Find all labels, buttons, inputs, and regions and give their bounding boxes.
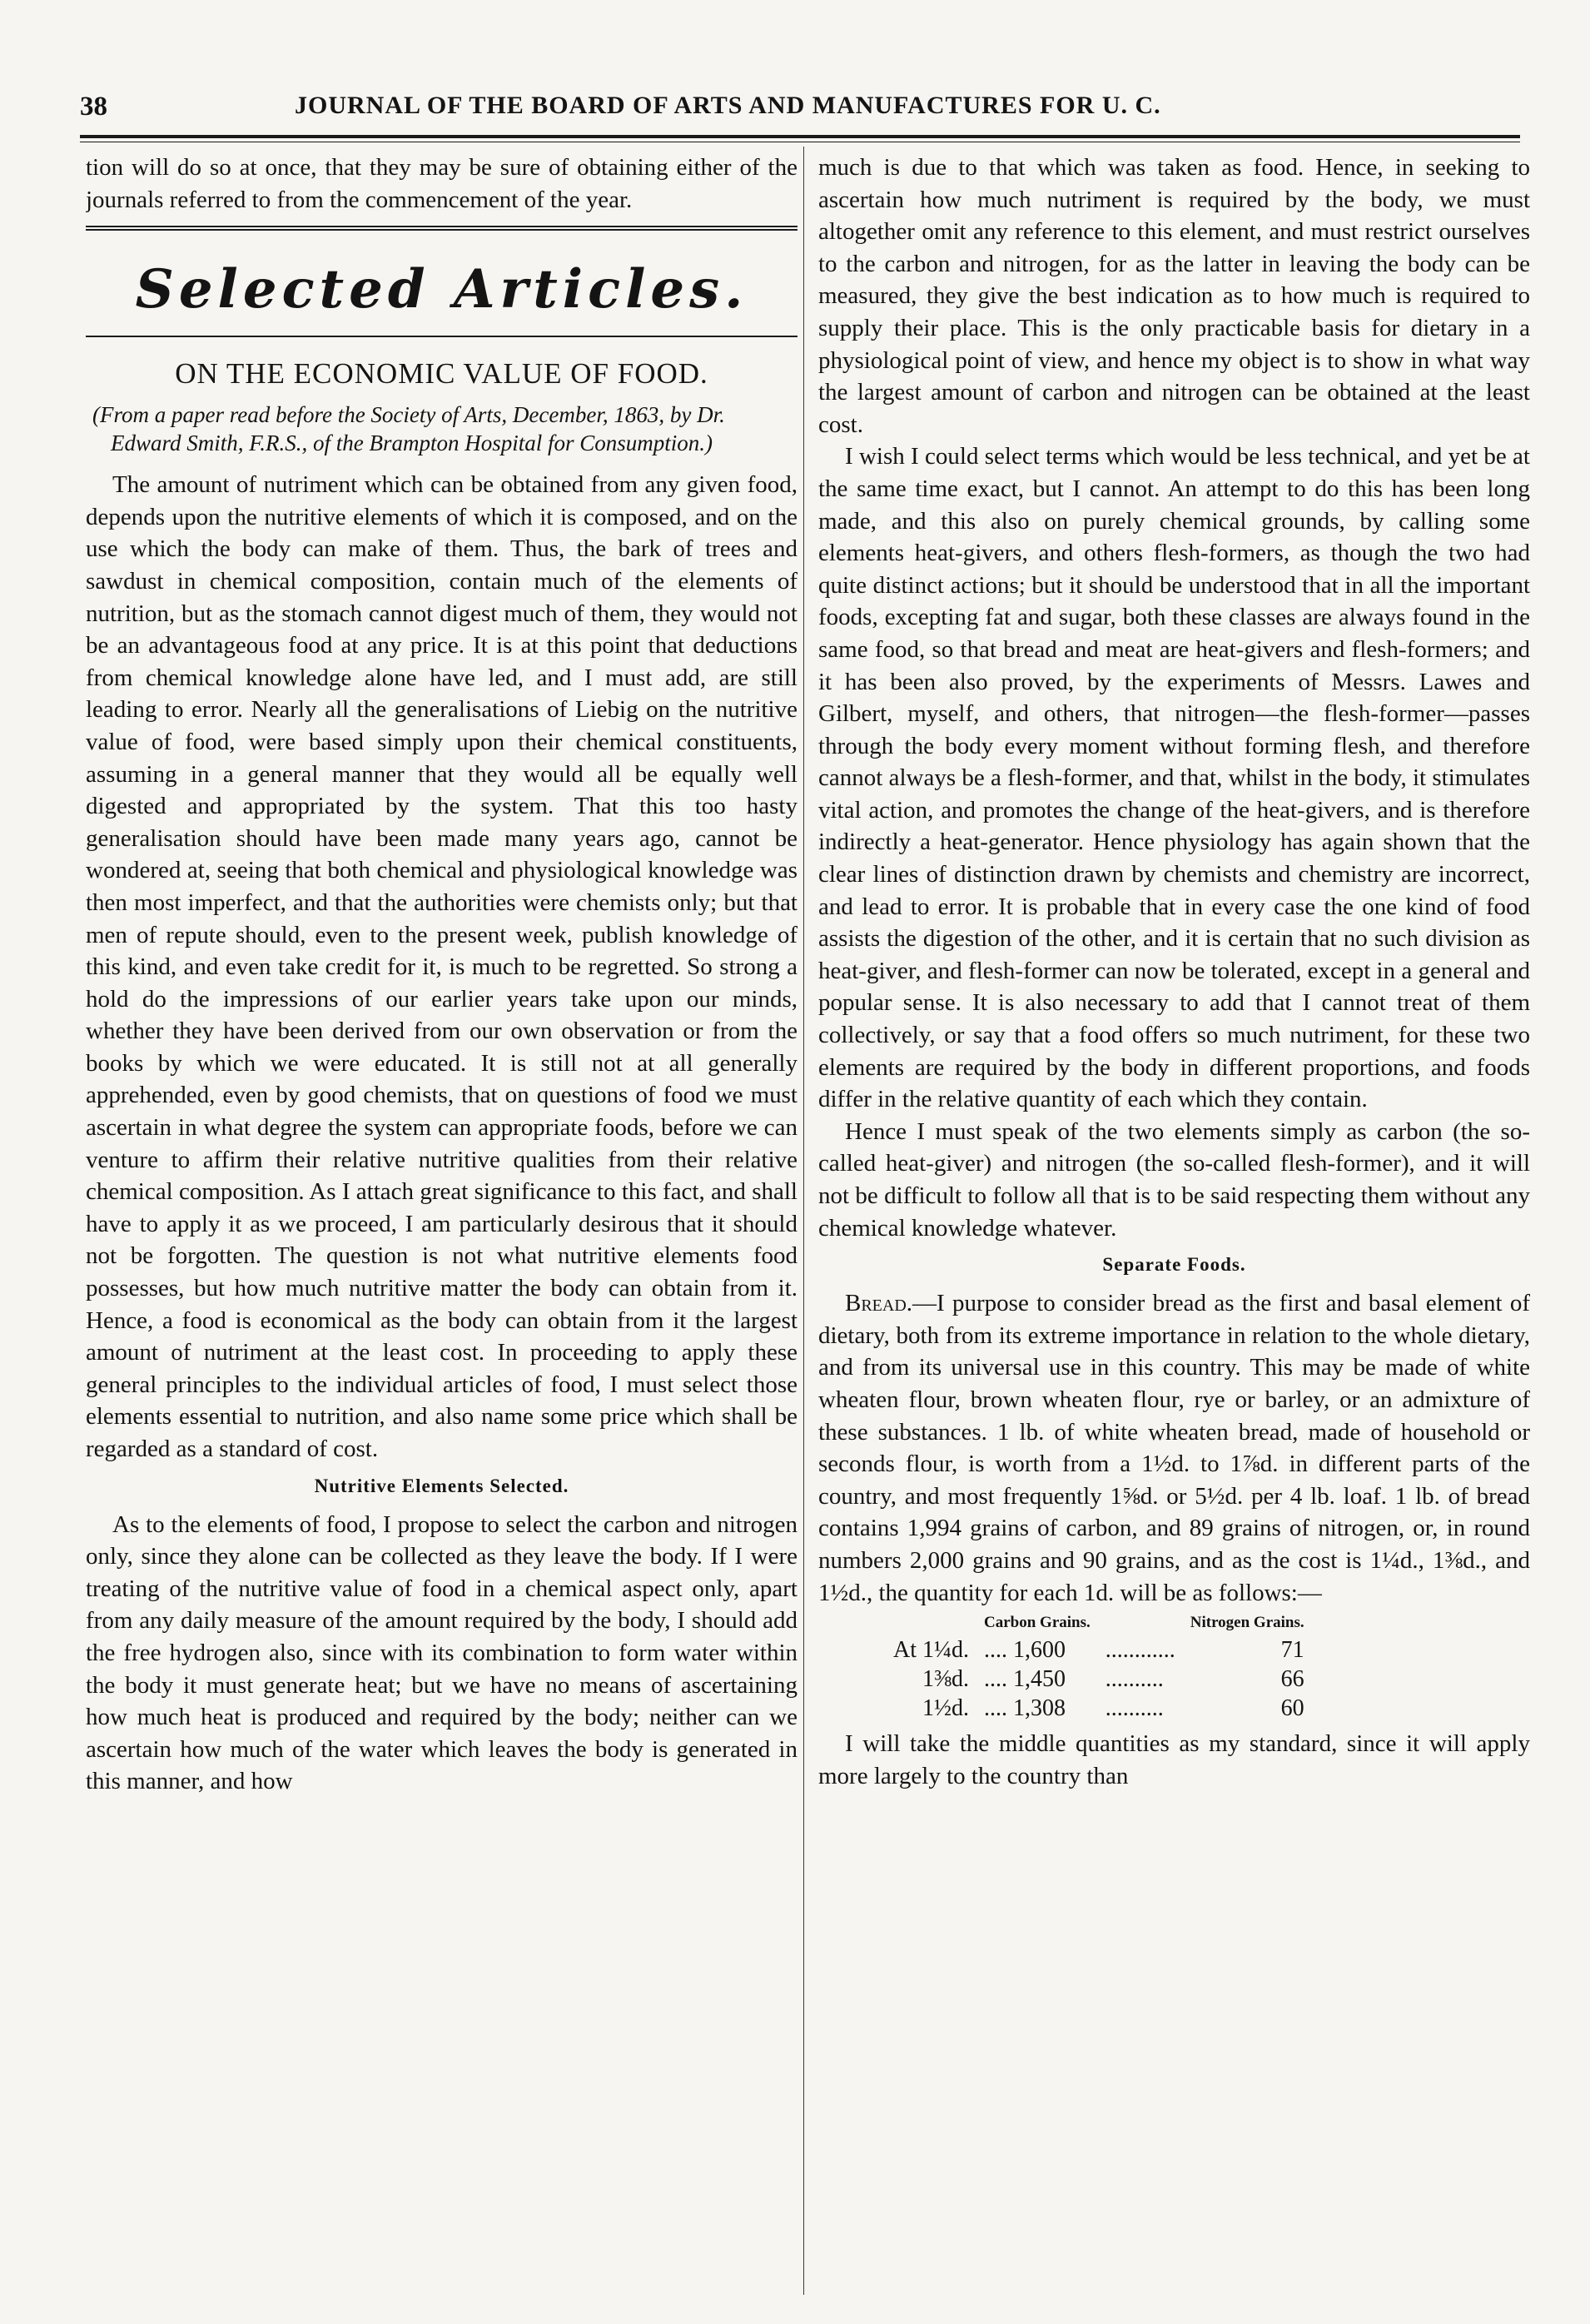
- right-column: [818, 147, 1530, 2303]
- table-cell-dots: ............: [1105, 1637, 1175, 1664]
- subheading: Nutritive Elements Selected.: [314, 1475, 569, 1496]
- table-cell-label: At 1¼d.: [893, 1637, 969, 1664]
- table-cell-label: 1½d.: [922, 1695, 969, 1722]
- table-row: [893, 1665, 1319, 1694]
- page-number: 38: [80, 92, 107, 122]
- table-cell-label: 1⅜d.: [922, 1666, 969, 1693]
- left-column: [86, 147, 797, 2303]
- section-title: Selected Articles.: [135, 258, 748, 321]
- table-cell-carbon: .... 1,308: [984, 1695, 1066, 1722]
- paragraph: I wish I could select terms which would be less technical, and yet be at the same time exact, but I cannot. An attempt to do this has been long made, and this also on purely chemical grounds, by calling some elements heat-givers, and others flesh-formers, as though the two had quite distinct actions; but it should be understood that in all the important foods, excepting fat and sugar, both these classes are always found in the same food, so that bread and meat are heat-givers and flesh-formers; and it has been also proved, by the experiments of Messrs. Lawes and Gilbert, myself, and others, that nitrogen—the flesh-former—passes through the body every moment without forming flesh, and therefore cannot always be a flesh-former, and that, whilst in the body, it stimulates vital action, and promotes the change of the heat-givers, and is therefore indirectly a heat-generator. Hence physiology has again shown that the clear lines of distinction drawn by chemists and chemistry are incorrect, and lead to error. It is probable that in every case the one kind of food assists the digestion of the other, and it is certain that no such division as heat-giver, and flesh-former can now be tolerated, except in a general and popular sense. It is also necessary to add that I cannot treat of them collectively, or say that a food offers so much nutriment, for these two elements are required by the body in different proportions, and foods differ in the relative quantity of each which they contain.: [818, 443, 1530, 1113]
- table-row: [893, 1694, 1319, 1723]
- table-cell-carbon: .... 1,450: [984, 1666, 1066, 1693]
- table-header-carbon: Carbon Grains.: [984, 1614, 1091, 1632]
- article-attribution: (From a paper read before the Society of Arts, December, 1863, by Dr. Edward Smith, F.R.S., of the Brampton Hospital for Consumption.): [92, 402, 725, 456]
- table-cell-dots: ..........: [1105, 1695, 1164, 1722]
- section-title-rule: [86, 336, 797, 337]
- bread-table: [893, 1614, 1319, 1723]
- paragraph: The amount of nutriment which can be obtained from any given food, depends upon the nutritive elements of which it is composed, and on the use which the body can make of them. Thus, the bark of trees and sawdust in chemical composition, contain much of the elements of nutrition, but as the stomach cannot digest much of them, they would not be an advantageous food at any price. It is at this point that deductions from chemical knowledge alone have led, and I must add, are still leading to error. Nearly all the generalisations of Liebig on the nutritive value of food, were based simply upon their chemical constituents, assuming in a general manner that they would all be equally well digested and appropriated by the system. That this too hasty generalisation should have been made many years ago, cannot be wondered at, seeing that both chemical and physiological knowledge was then most imperfect, and that the authorities were chemists only; but that men of repute should, even to the present week, publish knowledge of this kind, and even take credit for it, is much to be regretted. So strong a hold do the impressions of our earlier years take upon our minds, whether they have been derived from our own observation or from the books by which we were educated. It is still not at all generally apprehended, even by good chemists, that on questions of food we must ascertain in what degree the system can appropriate foods, before we can venture to affirm their relative nutritive qualities from their relative chemical composition. As I attach great significance to this fact, and shall have to apply it as we proceed, I am particularly desirous that it should not be forgotten. The question is not what nutritive elements food possesses, but how much nutritive matter the body can obtain from it. Hence, a food is economical as the body can obtain from it the largest amount of nutriment at the least cost. In proceeding to apply these general principles to the individual articles of food, I must select those elements essential to nutrition, and also name some price which shall be regarded as a standard of cost.: [86, 471, 797, 1462]
- section-rule: [86, 226, 797, 236]
- table-cell-nitrogen: 71: [1280, 1637, 1304, 1664]
- running-title: JOURNAL OF THE BOARD OF ARTS AND MANUFACTURES FOR U. C.: [295, 92, 1161, 119]
- paragraph: Hence I must speak of the two elements simply as carbon (the so-called heat-giver) and nitrogen (the so-called flesh-former), and it will not be difficult to follow all that is to be said respecting them without any chemical knowledge whatever.: [818, 1117, 1530, 1242]
- intro-paragraph: tion will do so at once, that they may be sure of obtaining either of the journals referred to from the commencement of the year.: [86, 154, 797, 213]
- bread-paragraph-text: —I purpose to consider bread as the first and basal element of dietary, both from its extreme importance in relation to the whole dietary, and from its universal use in this country. This may be made of white wheaten flour, brown wheaten flour, rye or barley, or an admixture of these substances. 1 lb. of white wheaten bread, made of household or seconds flour, is worth from a 1½d. to 1⅞d. in different parts of the country, and most frequently 1⅝d. or 5½d. per 4 lb. loaf. 1 lb. of bread contains 1,994 grains of carbon, and 89 grains of nitrogen, or, in round numbers 2,000 grains and 90 grains, and as the cost is 1¼d., 1⅜d., and 1½d., the quantity for each 1d. will be as follows:—: [818, 1290, 1530, 1606]
- paragraph: [818, 1287, 1530, 1609]
- column-divider: [803, 147, 804, 2295]
- table-cell-nitrogen: 60: [1280, 1695, 1304, 1722]
- table-row: [893, 1635, 1319, 1665]
- paragraph: As to the elements of food, I propose to select the carbon and nitrogen only, since they alone can be collected as they leave the body. If I were treating of the nutritive value of food in a chemical aspect only, apart from any daily measure of the amount required by the body, I should add the free hydrogen also, since with its combination to form water within the body it must generate heat; but we have no means of ascertaining how much heat is produced and required by the body; neither can we ascertain how much of the water which leaves the body is generated in this manner, and how: [86, 1510, 797, 1795]
- bread-lead: Bread.: [845, 1290, 913, 1317]
- table-header-row: [893, 1614, 1319, 1635]
- table-header-nitrogen: Nitrogen Grains.: [1190, 1614, 1304, 1632]
- table-cell-dots: ..........: [1105, 1666, 1164, 1693]
- article-title: ON THE ECONOMIC VALUE OF FOOD.: [175, 357, 708, 391]
- header-rule: [80, 135, 1520, 138]
- page-header: [80, 80, 1520, 130]
- table-cell-carbon: .... 1,600: [984, 1637, 1066, 1664]
- paragraph: much is due to that which was taken as food. Hence, in seeking to ascertain how much nutriment is required by the body, we must altogether omit any reference to this element, and must restrict ourselves to the carbon and nitrogen, for as the latter in leaving the body can be measured, they give the best indication as to how much is required to supply their place. This is the only practicable basis for dietary in a physiological point of view, and hence my object is to show in what way the largest amount of carbon and nitrogen can be obtained at the least cost.: [818, 154, 1530, 438]
- table-cell-nitrogen: 66: [1280, 1666, 1304, 1693]
- paragraph: I will take the middle quantities as my standard, since it will apply more largely to the country than: [818, 1730, 1530, 1789]
- subheading: Separate Foods.: [1102, 1254, 1246, 1276]
